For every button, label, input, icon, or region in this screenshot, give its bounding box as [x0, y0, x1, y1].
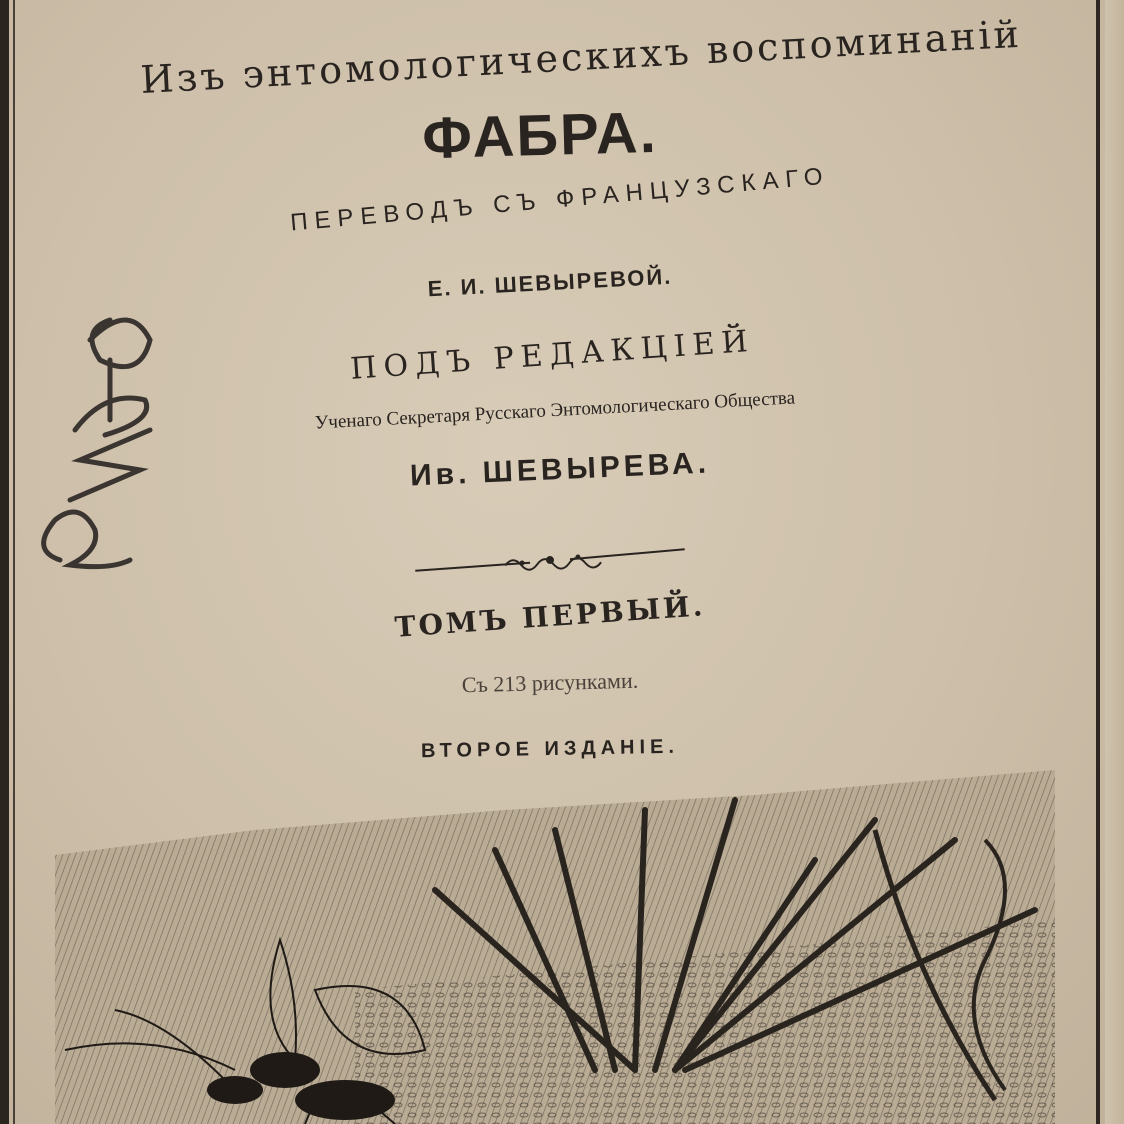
ornament-divider [409, 535, 690, 585]
editor-name: Ив. ШЕВЫРЕВА. [409, 446, 711, 493]
author-title: ФАБРА. [421, 99, 659, 172]
translator-name: Е. И. ШЕВЫРЕВОЙ. [427, 263, 673, 302]
translation-line: ПЕРЕВОДЪ СЪ ФРАНЦУЗСКАГО [289, 162, 831, 237]
editor-label: ПОДЪ РЕДАКЦІЕЙ [349, 323, 756, 387]
volume-label: ТОМЪ ПЕРВЫЙ. [393, 589, 707, 644]
illustrations-count: Съ 213 рисунками. [461, 667, 639, 698]
right-rule [1096, 0, 1100, 1124]
handwritten-note [20, 280, 180, 590]
insect-engraving [55, 770, 1055, 1124]
right-page-edge [1105, 0, 1124, 1124]
series-line: Изъ энтомологическихъ воспоминаній [139, 11, 1023, 102]
left-page-edge [0, 0, 9, 1124]
edition-label: ВТОРОЕ ИЗДАНІЕ. [420, 735, 680, 763]
left-rule [13, 0, 15, 1124]
editor-title: Ученаго Секретаря Русскаго Энтомологическаго Общества [314, 387, 796, 434]
